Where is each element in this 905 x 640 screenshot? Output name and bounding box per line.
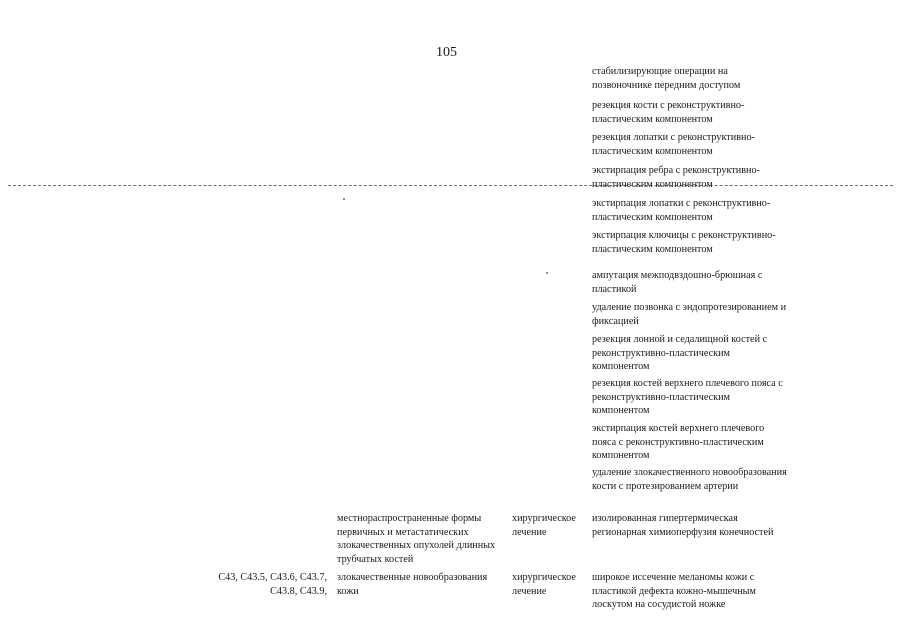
page-number: 105 — [436, 45, 457, 60]
treatment-cell: хирургическое лечение — [512, 513, 576, 538]
procedure-item: удаление злокачественного новообразования кости с протезированием артерии — [592, 467, 787, 492]
procedure-item: стабилизирующие операции на позвоночнике передним доступом — [592, 66, 741, 91]
icd-codes-cell: C43, C43.5, C43.6, C43.7, C43.8, C43.9, — [218, 572, 327, 597]
scan-speck — [343, 198, 345, 200]
treatment-cell: хирургическое лечение — [512, 572, 576, 597]
procedure-item: экстирпация костей верхнего плечевого пояса с реконструктивно-пластическим компонентом — [592, 423, 765, 462]
diagnosis-cell: местнораспространенные формы первичных и метастатических злокачественных опухолей длинных трубчатых костей — [337, 513, 496, 565]
procedure-item: экстирпация лопатки с реконструктивно-пластическим компонентом — [592, 198, 771, 223]
procedure-item: резекция кости с реконструктивно-пластическим компонентом — [592, 100, 745, 125]
scan-speck — [546, 272, 548, 274]
procedure-item: экстирпация ребра с реконструктивно-пластическим компонентом — [592, 165, 760, 190]
procedure-item: резекция лопатки с реконструктивно-пластическим компонентом — [592, 132, 755, 157]
procedure-cell: изолированная гипертермическая регионарная химиоперфузия конечностей — [592, 513, 774, 538]
procedure-item: экстирпация ключицы с реконструктивно-пластическим компонентом — [592, 230, 776, 255]
procedure-item: ампутация межподвздошно-брюшная с пластикой — [592, 270, 763, 295]
diagnosis-cell: злокачественные новообразования кожи — [337, 572, 488, 597]
procedure-item: удаление позвонка с эндопротезированием и фиксацией — [592, 302, 787, 327]
procedure-item: резекция лонной и седалищной костей с реконструктивно-пластическим компонентом — [592, 334, 768, 373]
procedure-item: резекция костей верхнего плечевого пояса с реконструктивно-пластическим компонентом — [592, 378, 783, 417]
procedure-cell: широкое иссечение меланомы кожи с пластикой дефекта кожно-мышечным лоскутом на сосудистой ножке — [592, 572, 756, 611]
